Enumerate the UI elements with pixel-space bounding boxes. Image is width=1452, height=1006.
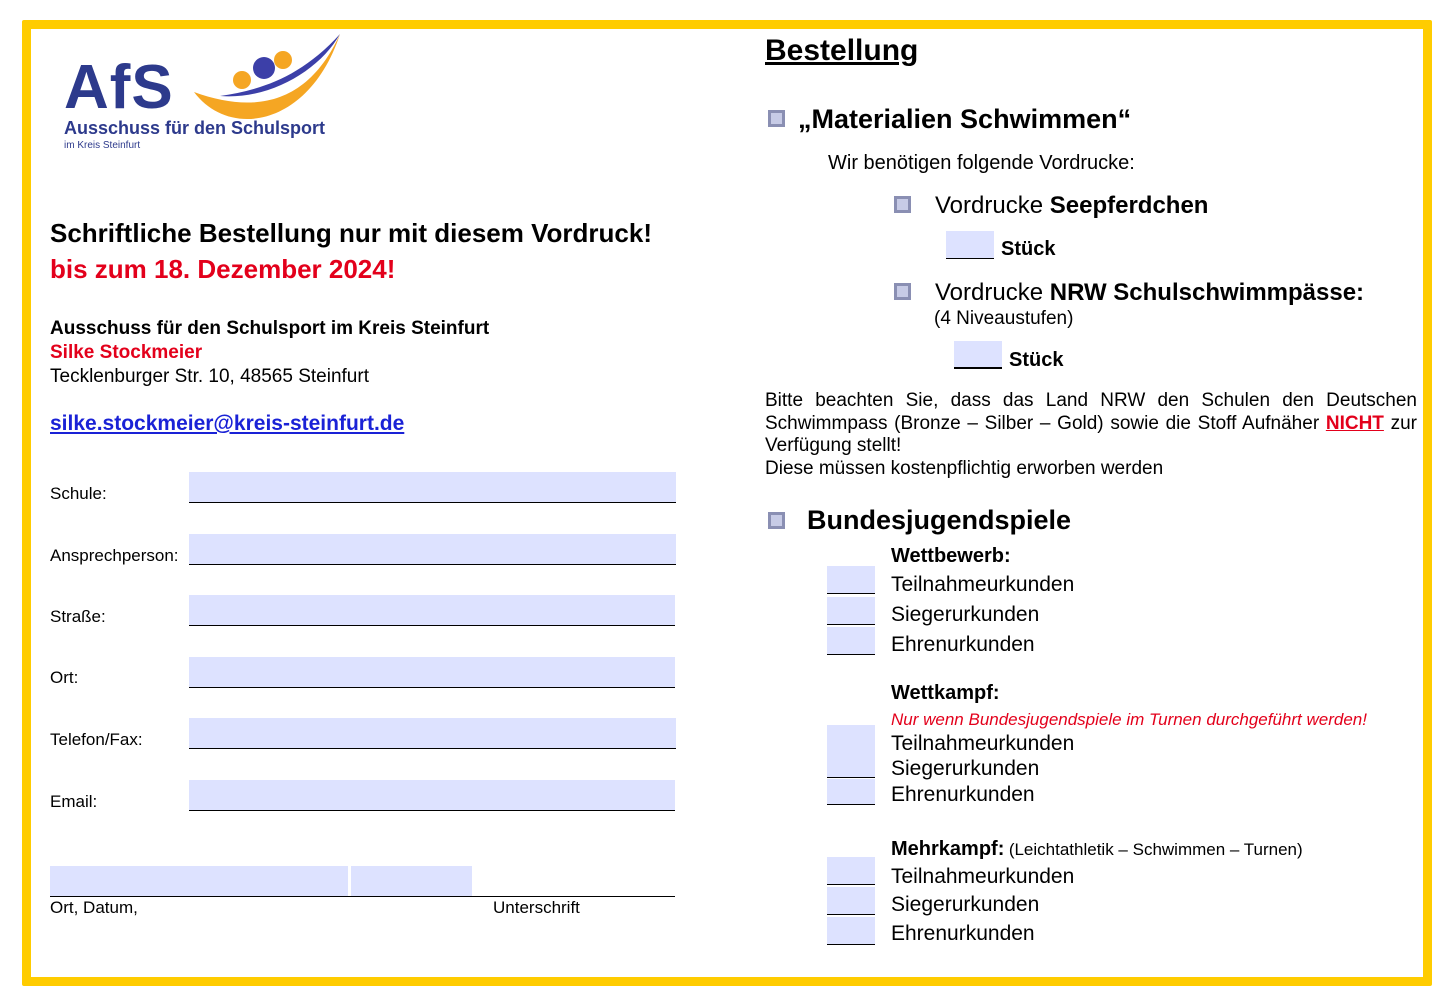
mehrkampf-teilnahme-label: Teilnahmeurkunden xyxy=(891,865,1075,888)
address-street: Tecklenburger Str. 10, 48565 Steinfurt xyxy=(50,366,369,387)
wettkampf-heading: Wettkampf: xyxy=(891,682,1000,704)
wettbewerb-heading: Wettbewerb: xyxy=(891,545,1011,567)
wettbewerb-sieger-quantity[interactable] xyxy=(827,597,875,625)
mehrkampf-sieger-quantity[interactable] xyxy=(827,887,875,915)
email-field[interactable] xyxy=(189,780,675,811)
seepferdchen-stueck-label: Stück xyxy=(1001,238,1056,260)
schulschwimmpaesse-label: Vordrucke NRW Schulschwimmpässe: xyxy=(935,279,1365,306)
field-label-telefon: Telefon/Fax: xyxy=(50,730,143,749)
materialien-heading: „Materialien Schwimmen“ xyxy=(798,104,1132,134)
field-label-email: Email: xyxy=(50,792,98,811)
wettkampf-sieger-quantity[interactable] xyxy=(827,752,875,778)
niveaustufen-note: (4 Niveaustufen) xyxy=(934,308,1074,329)
schulschwimmpaesse-quantity-field[interactable] xyxy=(954,341,1002,369)
address-org: Ausschuss für den Schulsport im Kreis Steinfurt xyxy=(50,318,490,339)
wettkampf-teilnahme-quantity[interactable] xyxy=(827,725,875,753)
logo-swoosh-icon xyxy=(190,30,350,120)
bundesjugendspiele-checkbox[interactable] xyxy=(768,512,785,529)
signature-line xyxy=(50,896,675,897)
field-label-ansprechperson: Ansprechperson: xyxy=(50,546,179,565)
datum-field[interactable] xyxy=(351,866,472,896)
wettkampf-note: Nur wenn Bundesjugendspiele im Turnen durchgeführt werden! xyxy=(891,710,1367,729)
field-label-ort: Ort: xyxy=(50,668,79,687)
field-label-schule: Schule: xyxy=(50,484,107,503)
telefon-fax-field[interactable] xyxy=(189,718,676,749)
mehrkampf-ehren-label: Ehrenurkunden xyxy=(891,922,1035,945)
order-heading: Schriftliche Bestellung nur mit diesem Vordruck! xyxy=(50,218,652,248)
mehrkampf-sieger-label: Siegerurkunden xyxy=(891,893,1040,916)
seepferdchen-label: Vordrucke Seepferdchen xyxy=(935,192,1209,219)
address-person: Silke Stockmeier xyxy=(50,342,203,363)
ort-datum-label: Ort, Datum, xyxy=(50,898,138,917)
schule-field[interactable] xyxy=(189,472,676,503)
materialien-checkbox[interactable] xyxy=(768,110,785,127)
wettbewerb-teilnahme-quantity[interactable] xyxy=(827,566,875,594)
paesse-stueck-label: Stück xyxy=(1009,349,1064,371)
nicht-emphasis: NICHT xyxy=(1325,412,1384,434)
logo-subtitle: im Kreis Steinfurt xyxy=(64,140,141,151)
mehrkampf-teilnahme-quantity[interactable] xyxy=(827,857,875,885)
wettbewerb-ehren-quantity[interactable] xyxy=(827,627,875,655)
wettkampf-ehren-label: Ehrenurkunden xyxy=(891,783,1035,806)
signature-label: Unterschrift xyxy=(493,898,580,917)
wettbewerb-ehren-label: Ehrenurkunden xyxy=(891,633,1035,656)
wettkampf-ehren-quantity[interactable] xyxy=(827,779,875,805)
logo-wordmark: AfS xyxy=(64,53,174,122)
seepferdchen-quantity-field[interactable] xyxy=(946,231,994,259)
wettbewerb-sieger-label: Siegerurkunden xyxy=(891,603,1040,626)
seepferdchen-checkbox[interactable] xyxy=(894,196,911,213)
mehrkampf-heading: Mehrkampf: (Leichtathletik – Schwimmen – Turnen) xyxy=(891,838,1303,860)
field-label-strasse: Straße: xyxy=(50,607,106,626)
mehrkampf-ehren-quantity[interactable] xyxy=(827,917,875,945)
deadline-heading: bis zum 18. Dezember 2024! xyxy=(50,254,396,284)
materialien-intro: Wir benötigen folgende Vordrucke: xyxy=(828,152,1135,174)
ort-datum-field[interactable] xyxy=(50,866,348,896)
hint-paragraph: Bitte beachten Sie, dass das Land NRW den Schulen den Deutschen Schwimmpass (Bronze – Silber – Gold) sowie die Stoff Aufnäher NICHT zur Verfügung stellt! Diese müssen kostenpflichtig erworben werden xyxy=(765,390,1417,479)
wettkampf-sieger-label: Siegerurkunden xyxy=(891,757,1040,780)
wettkampf-teilnahme-label: Teilnahmeurkunden xyxy=(891,732,1075,755)
bundesjugendspiele-heading: Bundesjugendspiele xyxy=(807,505,1072,535)
ort-field[interactable] xyxy=(189,657,675,688)
strasse-field[interactable] xyxy=(189,595,675,626)
bestellung-title: Bestellung xyxy=(765,34,919,67)
logo-title: Ausschuss für den Schulsport xyxy=(64,118,326,138)
ansprechperson-field[interactable] xyxy=(189,534,676,565)
wettbewerb-teilnahme-label: Teilnahmeurkunden xyxy=(891,573,1075,596)
schulschwimmpaesse-checkbox[interactable] xyxy=(894,283,911,300)
contact-email-link[interactable]: silke.stockmeier@kreis-steinfurt.de xyxy=(50,412,405,435)
